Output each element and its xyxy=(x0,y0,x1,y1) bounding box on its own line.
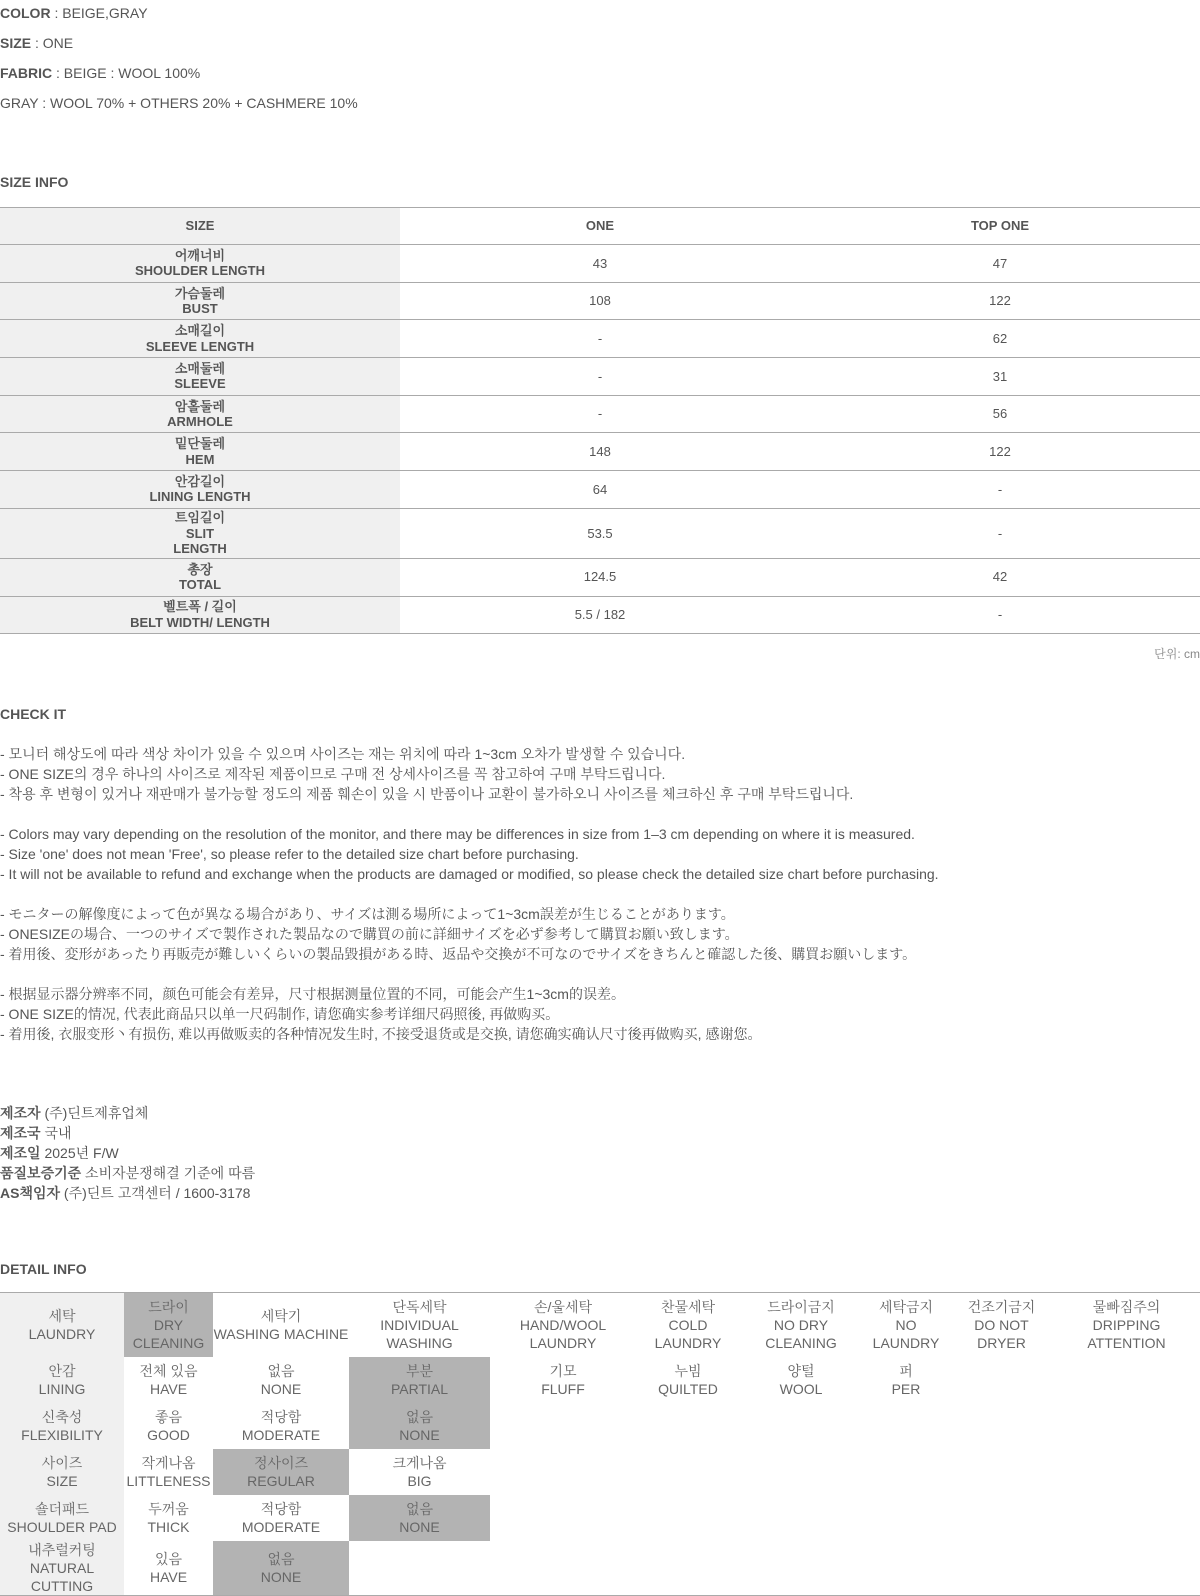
detail-option xyxy=(124,1449,213,1495)
detail-option-text: 적당함 xyxy=(260,1500,302,1517)
detail-option-text: 손/울세탁 xyxy=(534,1298,592,1315)
one-value: 5.5 / 182 xyxy=(400,596,800,634)
size-header: SIZE xyxy=(0,208,400,245)
size-table-row xyxy=(0,320,1200,358)
detail-option-text: 두꺼움 xyxy=(148,1500,189,1517)
detail-option xyxy=(213,1495,349,1541)
check-it-title: CHECK IT xyxy=(0,706,67,722)
detail-option xyxy=(213,1357,349,1403)
detail-option-text: 없음 xyxy=(267,1362,295,1379)
detail-option-text: GOOD xyxy=(147,1426,190,1443)
size-table-row xyxy=(0,508,1200,558)
detail-label-text: FLEXIBILITY xyxy=(21,1426,103,1443)
one-value: 53.5 xyxy=(400,508,800,558)
detail-empty-cell xyxy=(950,1541,1053,1596)
detail-option-text: LITTLENESS xyxy=(126,1472,211,1489)
unit-label: 단위: cm xyxy=(1154,647,1200,661)
detail-label-text: 숄더패드 xyxy=(34,1500,90,1517)
manufacturer-key: 품질보증기준 xyxy=(0,1165,82,1181)
measure-label-en: TOTAL xyxy=(178,577,222,593)
detail-empty-cell xyxy=(950,1449,1053,1495)
detail-option xyxy=(950,1293,1053,1357)
detail-empty-cell xyxy=(862,1541,950,1596)
top-one-value: 56 xyxy=(800,395,1200,433)
detail-option-text: 부분 xyxy=(405,1362,434,1379)
detail-label xyxy=(0,1293,124,1357)
detail-info-title: DETAIL INFO xyxy=(0,1261,87,1277)
measure-label-ko: 밑단둘레 xyxy=(174,436,226,452)
detail-row-flexibility xyxy=(0,1403,1200,1449)
measure-label-en: SLEEVE LENGTH xyxy=(145,338,255,354)
detail-option-text: NONE xyxy=(260,1568,302,1585)
detail-option-text: 전체 있음 xyxy=(139,1362,198,1379)
detail-option xyxy=(1053,1293,1200,1357)
detail-option-text: 없음 xyxy=(405,1408,434,1425)
measure-label xyxy=(0,596,400,634)
detail-label-text: NATURAL CUTTING xyxy=(29,1559,95,1594)
top-one-value: 47 xyxy=(800,245,1200,283)
detail-row-natural-cutting xyxy=(0,1541,1200,1596)
detail-option-text: PARTIAL xyxy=(390,1380,449,1397)
detail-empty-cell xyxy=(862,1449,950,1495)
detail-option-text: HAND/WOOL LAUNDRY xyxy=(519,1316,607,1351)
detail-option xyxy=(490,1293,636,1357)
detail-option-text: FLUFF xyxy=(541,1380,585,1397)
detail-option-text: 있음 xyxy=(154,1550,183,1567)
detail-empty-cell xyxy=(862,1495,950,1541)
detail-option xyxy=(862,1357,950,1403)
one-value: - xyxy=(400,395,800,433)
manufacturer-line xyxy=(0,1183,250,1203)
measure-label-ko: 가슴둘레 xyxy=(174,285,226,301)
manufacturer-key: 제조일 xyxy=(0,1145,41,1161)
manufacturer-key: 제조자 xyxy=(0,1105,41,1121)
manufacturer-line xyxy=(0,1123,72,1143)
manufacturer-line xyxy=(0,1163,255,1183)
check-it-line: - 根据显示器分辨率不同，颜色可能会有差异，尺寸根据测量位置的不同，可能会产生1~3cm的误差。 xyxy=(0,986,625,1002)
measure-label-en: SLEEVE xyxy=(174,376,226,392)
detail-option-text: COLD LAUNDRY xyxy=(654,1316,722,1351)
detail-option-text: 없음 xyxy=(267,1550,295,1567)
detail-option xyxy=(124,1293,213,1357)
detail-option xyxy=(213,1541,349,1596)
detail-label xyxy=(0,1495,124,1541)
detail-label-text: 사이즈 xyxy=(41,1454,83,1471)
detail-empty-cell xyxy=(636,1495,740,1541)
detail-option xyxy=(636,1357,740,1403)
detail-row-shoulder-pad xyxy=(0,1495,1200,1541)
detail-option-text: PER xyxy=(891,1380,921,1397)
detail-option-text: 적당함 xyxy=(260,1408,302,1425)
detail-option-text: 누빔 xyxy=(674,1362,702,1379)
check-it-line: - Size 'one' does not mean 'Free', so please refer to the detailed size chart before purchasing. xyxy=(0,846,579,862)
detail-empty-cell xyxy=(636,1403,740,1449)
measure-label-ko: 암홀둘레 xyxy=(174,398,226,414)
size-info-title: SIZE INFO xyxy=(0,174,69,190)
spec-size: SIZE : ONE xyxy=(0,35,74,51)
size-table-row xyxy=(0,358,1200,396)
detail-label xyxy=(0,1403,124,1449)
detail-empty-cell xyxy=(636,1449,740,1495)
detail-option-text: 기모 xyxy=(549,1362,577,1379)
detail-option-text: WOOL xyxy=(779,1380,823,1397)
detail-option-text: DO NOT DRYER xyxy=(974,1316,1029,1351)
detail-option-text: 물빠짐주의 xyxy=(1092,1298,1161,1315)
detail-empty-cell xyxy=(1053,1449,1200,1495)
measure-label-en: BUST xyxy=(182,301,218,317)
measure-label-en: BELT WIDTH/ LENGTH xyxy=(130,614,270,630)
measure-label-en: LINING LENGTH xyxy=(149,489,251,505)
detail-option-text: BIG xyxy=(407,1472,432,1489)
one-value: 124.5 xyxy=(400,558,800,596)
detail-empty-cell xyxy=(490,1541,636,1596)
top-one-value: - xyxy=(800,508,1200,558)
size-table-row xyxy=(0,596,1200,634)
measure-label-en: HEM xyxy=(185,451,215,467)
measure-label-ko: 안감길이 xyxy=(174,473,226,489)
measure-label-ko: 소매길이 xyxy=(174,323,226,339)
measure-label xyxy=(0,471,400,509)
manufacturer-key: AS책임자 xyxy=(0,1185,61,1201)
size-table-row xyxy=(0,245,1200,283)
detail-empty-cell xyxy=(740,1495,862,1541)
detail-option-text: 찬물세탁 xyxy=(660,1298,716,1315)
detail-label xyxy=(0,1449,124,1495)
detail-empty-cell xyxy=(740,1541,862,1596)
detail-row-size xyxy=(0,1449,1200,1495)
measure-label xyxy=(0,245,400,283)
detail-label-text: SIZE xyxy=(46,1472,78,1489)
measure-label xyxy=(0,395,400,433)
measure-label xyxy=(0,358,400,396)
size-table-row xyxy=(0,395,1200,433)
check-it-line: - Colors may vary depending on the resolution of the monitor, and there may be differences in size from 1–3 cm depending on where it is measured. xyxy=(0,826,915,842)
detail-option-text: CLEANING xyxy=(132,1334,205,1351)
detail-label-text: 내추럴커팅 xyxy=(28,1541,96,1558)
detail-option xyxy=(124,1403,213,1449)
detail-label-text: 안감 xyxy=(48,1362,76,1379)
detail-row-lining xyxy=(0,1357,1200,1403)
detail-empty-cell xyxy=(1053,1403,1200,1449)
detail-option xyxy=(349,1357,490,1403)
detail-empty-cell xyxy=(740,1403,862,1449)
measure-label-ko: 총장 xyxy=(187,561,213,577)
one-value: 43 xyxy=(400,245,800,283)
detail-option xyxy=(636,1293,740,1357)
check-it-line: - It will not be available to refund and exchange when the products are damaged or modified, so please check the detailed size chart before purchasing. xyxy=(0,866,939,882)
measure-label-en: SLIT xyxy=(185,525,215,541)
manufacturer-value: 소비자분쟁해결 기준에 따름 xyxy=(81,1165,256,1181)
detail-option-text: DRIPPING ATTENTION xyxy=(1087,1316,1166,1351)
check-it-line: - モニターの解像度によって色が異なる場合があり、サイズは測る場所によって1~3cm誤差が生じることがあります。 xyxy=(0,906,735,922)
detail-option xyxy=(213,1403,349,1449)
detail-option-text: 좋음 xyxy=(154,1408,183,1425)
size-table xyxy=(0,207,1200,634)
check-it-line: - 着用後, 衣服变形丶有损伤, 难以再做贩卖的各种情况发生时, 不接受退货或是交换, 请您确实确认尺寸後再做购买, 感谢您。 xyxy=(0,1026,762,1042)
check-it-line: - ONESIZEの場合、一つのサイズで製作された製品なので購買の前に詳細サイズを必ず参考して購買お願い致します。 xyxy=(0,926,739,942)
measure-label xyxy=(0,433,400,471)
detail-option xyxy=(490,1357,636,1403)
detail-empty-cell xyxy=(1053,1357,1200,1403)
detail-option-text: 드라이 xyxy=(148,1298,189,1315)
detail-empty-cell xyxy=(490,1495,636,1541)
detail-option-text: WASHING MACHINE xyxy=(213,1325,349,1342)
size-table-header xyxy=(0,208,1200,245)
detail-empty-cell xyxy=(349,1541,490,1596)
detail-option-text: NO DRY CLEANING xyxy=(765,1316,837,1351)
detail-option-text: NO LAUNDRY xyxy=(872,1316,940,1351)
manufacturer-value: 2025년 F/W xyxy=(40,1145,119,1161)
detail-option-text: MODERATE xyxy=(241,1518,321,1535)
detail-option xyxy=(349,1449,490,1495)
manufacturer-value: (주)딘트 고객센터 / 1600-3178 xyxy=(60,1185,251,1201)
size-table-row xyxy=(0,282,1200,320)
detail-option xyxy=(740,1357,862,1403)
measure-label-en: SHOULDER LENGTH xyxy=(135,263,265,279)
detail-option xyxy=(349,1293,490,1357)
detail-option-text: 퍼 xyxy=(899,1362,913,1379)
detail-label-text: 신축성 xyxy=(41,1408,83,1425)
measure-label xyxy=(0,282,400,320)
measure-label xyxy=(0,320,400,358)
spec-fabric-gray: GRAY : WOOL 70% + OTHERS 20% + CASHMERE 10% xyxy=(0,95,358,111)
detail-option xyxy=(740,1293,862,1357)
detail-option-text: 세탁기 xyxy=(260,1307,302,1324)
detail-label-text: SHOULDER PAD xyxy=(7,1518,117,1535)
check-it-line: - ONE SIZE的情况, 代表此商品只以单一尺码制作, 请您确实参考详细尺码照後, 再做购买。 xyxy=(0,1006,560,1022)
manufacturer-line xyxy=(0,1103,148,1123)
one-value: 64 xyxy=(400,471,800,509)
detail-option-text: 단독세탁 xyxy=(392,1298,447,1315)
detail-label-text: LAUNDRY xyxy=(28,1325,96,1342)
top-one-value: 62 xyxy=(800,320,1200,358)
detail-option-text: NONE xyxy=(260,1380,302,1397)
detail-row-laundry xyxy=(0,1293,1200,1357)
detail-option-text: 정사이즈 xyxy=(253,1454,309,1471)
detail-option-text: NONE xyxy=(399,1426,440,1443)
measure-label-ko: 소매둘레 xyxy=(174,360,226,376)
top-one-value: 122 xyxy=(800,282,1200,320)
detail-option-text: 크게나옴 xyxy=(392,1454,447,1471)
detail-empty-cell xyxy=(862,1403,950,1449)
size-table-row xyxy=(0,433,1200,471)
detail-empty-cell xyxy=(1053,1495,1200,1541)
check-it-line: - 모니터 해상도에 따라 색상 차이가 있을 수 있으며 사이즈는 재는 위치에 따라 1~3cm 오차가 발생할 수 있습니다. xyxy=(0,746,686,762)
measure-label-en: ARMHOLE xyxy=(167,414,233,430)
detail-option-text: HAVE xyxy=(149,1568,188,1585)
manufacturer-key: 제조국 xyxy=(0,1125,41,1141)
detail-option xyxy=(213,1293,349,1357)
manufacturer-value: 국내 xyxy=(40,1125,72,1141)
detail-option-text: 드라이금지 xyxy=(767,1298,835,1315)
one-value: - xyxy=(400,320,800,358)
detail-option-text: HAVE xyxy=(149,1380,188,1397)
manufacturer-value: (주)딘트제휴업체 xyxy=(40,1105,149,1121)
size-table-row xyxy=(0,558,1200,596)
one-value: 148 xyxy=(400,433,800,471)
detail-label-text: LINING xyxy=(38,1380,86,1397)
detail-option xyxy=(349,1403,490,1449)
detail-empty-cell xyxy=(1053,1541,1200,1596)
detail-empty-cell xyxy=(490,1449,636,1495)
spec-color: COLOR : BEIGE,GRAY xyxy=(0,5,148,21)
check-it-line: - ONE SIZE의 경우 하나의 사이즈로 제작된 제품이므로 구매 전 상세사이즈를 꼭 참고하여 구매 부탁드립니다. xyxy=(0,766,666,782)
detail-option xyxy=(862,1293,950,1357)
detail-option xyxy=(124,1541,213,1596)
detail-option-text: QUILTED xyxy=(658,1380,718,1397)
measure-label-ko: 어깨너비 xyxy=(174,247,226,263)
top-one-value: 31 xyxy=(800,358,1200,396)
detail-option xyxy=(349,1495,490,1541)
detail-option-text: NONE xyxy=(399,1518,440,1535)
measure-label-en: LENGTH xyxy=(173,541,227,557)
top-one-header: TOP ONE xyxy=(800,208,1200,245)
detail-option-text: MODERATE xyxy=(241,1426,321,1443)
manufacturer-line xyxy=(0,1143,119,1163)
one-value: 108 xyxy=(400,282,800,320)
detail-option xyxy=(124,1495,213,1541)
measure-label xyxy=(0,508,400,558)
measure-label-ko: 트임길이 xyxy=(174,510,226,526)
spec-fabric: FABRIC : BEIGE : WOOL 100% xyxy=(0,65,201,81)
detail-option-text: 건조기금지 xyxy=(967,1298,1036,1315)
detail-option-text: 작게나옴 xyxy=(141,1454,196,1471)
detail-empty-cell xyxy=(950,1357,1053,1403)
top-one-value: 122 xyxy=(800,433,1200,471)
one-header: ONE xyxy=(400,208,800,245)
detail-option-text: INDIVIDUAL WASHING xyxy=(380,1316,459,1351)
top-one-value: - xyxy=(800,471,1200,509)
check-it-line: - 착용 후 변형이 있거나 재판매가 불가능할 정도의 제품 훼손이 있을 시 반품이나 교환이 불가하오니 사이즈를 체크하신 후 구매 부탁드립니다. xyxy=(0,786,854,802)
one-value: - xyxy=(400,358,800,396)
detail-option-text: 없음 xyxy=(405,1500,434,1517)
detail-empty-cell xyxy=(950,1403,1053,1449)
measure-label-ko: 벨트폭 / 길이 xyxy=(163,599,237,615)
detail-option-text: DRY xyxy=(153,1316,184,1333)
detail-table xyxy=(0,1292,1200,1596)
detail-empty-cell xyxy=(950,1495,1053,1541)
detail-option xyxy=(124,1357,213,1403)
detail-label xyxy=(0,1541,124,1596)
detail-option-text: REGULAR xyxy=(247,1472,315,1489)
top-one-value: - xyxy=(800,596,1200,634)
detail-option xyxy=(213,1449,349,1495)
detail-option-text: 세탁금지 xyxy=(878,1298,934,1315)
detail-empty-cell xyxy=(636,1541,740,1596)
detail-empty-cell xyxy=(490,1403,636,1449)
detail-label-text: 세탁 xyxy=(48,1307,76,1324)
detail-option-text: 양털 xyxy=(787,1362,815,1379)
detail-empty-cell xyxy=(740,1449,862,1495)
size-table-row xyxy=(0,471,1200,509)
top-one-value: 42 xyxy=(800,558,1200,596)
detail-label xyxy=(0,1357,124,1403)
check-it-line: - 着用後、変形があったり再販売が難しいくらいの製品毀損がある時、返品や交換が不可なのでサイズをきちんと確認した後、購買お願いします。 xyxy=(0,946,917,962)
detail-option-text: THICK xyxy=(147,1518,190,1535)
measure-label xyxy=(0,558,400,596)
